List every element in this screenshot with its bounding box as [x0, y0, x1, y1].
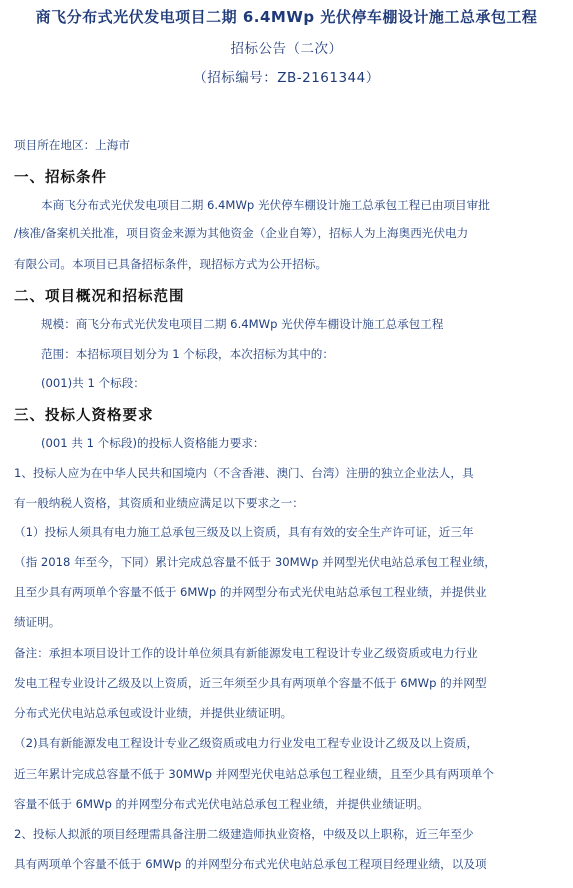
- section-heading-project-overview: 二、项目概况和招标范围: [14, 289, 185, 305]
- project-location: 项目所在地区：上海市: [14, 138, 130, 152]
- body-line: 分布式光伏电站总承包或设计业绩，并提供业绩证明。: [14, 706, 293, 720]
- body-line: 绩证明。: [14, 615, 61, 629]
- body-line: 有一般纳税人资格，其资质和业绩应满足以下要求之一：: [14, 496, 304, 510]
- body-line: 备注：承担本项目设计工作的设计单位须具有新能源发电工程设计专业乙级资质或电力行业: [14, 646, 478, 660]
- body-line: 发电工程专业设计乙级及以上资质，近三年须至少具有两项单个容量不低于 6MWp 的并网型: [14, 676, 487, 690]
- body-line: 近三年累计完成总容量不低于 30MWp 并网型光伏电站总承包工程业绩，且至少具有两项单个: [14, 767, 494, 781]
- body-line: (001)共 1 个标段：: [41, 376, 145, 390]
- bid-number: （招标编号：ZB-2161344）: [193, 70, 380, 86]
- body-line: 规模：商飞分布式光伏发电项目二期 6.4MWp 光伏停车棚设计施工总承包工程: [41, 317, 444, 331]
- body-line: 容量不低于 6MWp 的并网型分布式光伏电站总承包工程业绩，并提供业绩证明。: [14, 797, 429, 811]
- body-line: 且至少具有两项单个容量不低于 6MWp 的并网型分布式光伏电站总承包工程业绩，并提供业: [14, 585, 487, 599]
- body-line: 1、投标人应为在中华人民共和国境内（不含香港、澳门、台湾）注册的独立企业法人，具: [14, 466, 474, 480]
- body-line: （1）投标人须具有电力施工总承包三级及以上资质，具有有效的安全生产许可证，近三年: [14, 525, 474, 539]
- body-line: (001 共 1 个标段)的投标人资格能力要求：: [41, 436, 265, 450]
- body-line: 2、投标人拟派的项目经理需具备注册二级建造师执业资格，中级及以上职称，近三年至少: [14, 827, 474, 841]
- body-line: 本商飞分布式光伏发电项目二期 6.4MWp 光伏停车棚设计施工总承包工程已由项目审批: [41, 198, 490, 212]
- body-line: 范围：本招标项目划分为 1 个标段，本次招标为其中的：: [41, 347, 334, 361]
- body-line: 有限公司。本项目已具备招标条件，现招标方式为公开招标。: [14, 257, 328, 271]
- body-line: （指 2018 年至今，下同）累计完成总容量不低于 30MWp 并网型光伏电站总承包工程业绩，: [14, 555, 497, 569]
- body-line: （2)具有新能源发电工程设计专业乙级资质或电力行业发电工程专业设计乙级及以上资质，: [14, 736, 479, 750]
- body-line: /核准/备案机关批准，项目资金来源为其他资金（企业自筹），招标人为上海奥西光伏电力: [14, 226, 469, 240]
- notice-title: 商飞分布式光伏发电项目二期 6.4MWp 光伏停车棚设计施工总承包工程: [35, 8, 538, 26]
- body-line: 具有两项单个容量不低于 6MWp 的并网型分布式光伏电站总承包工程项目经理业绩，以及项: [14, 857, 487, 871]
- section-heading-tender-conditions: 一、招标条件: [14, 170, 107, 186]
- section-heading-bidder-qualifications: 三、投标人资格要求: [14, 408, 154, 424]
- notice-subtitle: 招标公告（二次）: [230, 41, 343, 57]
